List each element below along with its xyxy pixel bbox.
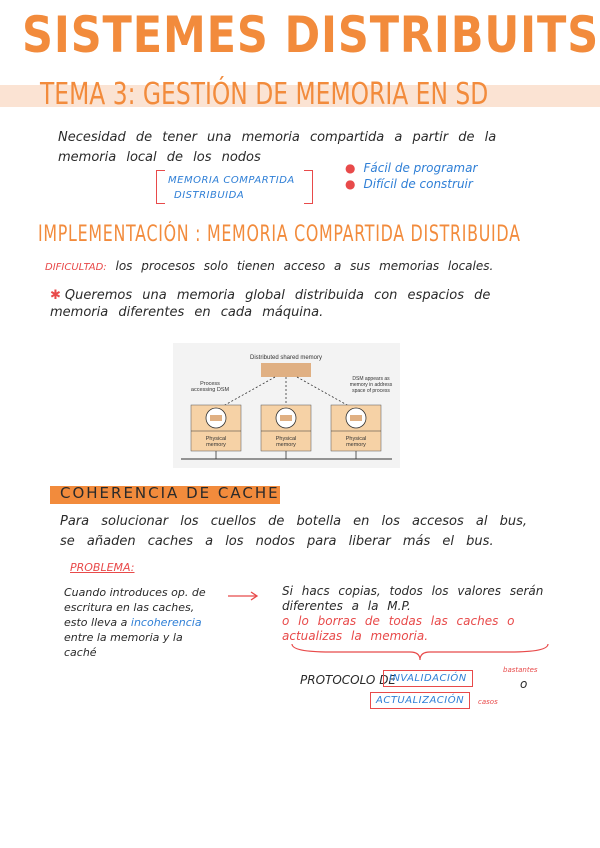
solution-description: [282, 584, 552, 644]
coherencia-text: Para solucionar los cuellos de botella en los accesos al bus, se añaden caches a los nodos para liberar más el bus.: [60, 514, 528, 549]
asterisk-icon: ✱: [50, 288, 61, 303]
list-item: ● Difícil de construir: [345, 177, 473, 191]
protocol-invalidacion: INVALIDACIÓN: [383, 670, 473, 687]
dsm-term: [168, 173, 308, 203]
svg-text:Physicalmemory: Physical memory: [345, 436, 367, 448]
pros-cons-list: [345, 160, 477, 192]
list-item: ● Fácil de programar: [345, 161, 478, 175]
protocol-actualizacion: ACTUALIZACIÓN: [370, 692, 470, 709]
difficulty-line: [45, 259, 493, 273]
left-bracket: [156, 170, 165, 204]
problema-label: PROBLEMA:: [70, 561, 135, 574]
section-heading-coherencia: COHERENCIA DE CACHE: [60, 484, 280, 502]
note-bastantes: bastantes: [503, 666, 538, 674]
page-title: SISTEMES DISTRIBUITS: [22, 6, 600, 64]
note-casos: casos: [478, 698, 498, 706]
difficulty-text: los procesos solo tienen acceso a sus memorias locales.: [115, 259, 494, 273]
solution-line-1: Si hacs copias, todos los valores serán diferentes a la M.P.: [282, 584, 544, 613]
difficulty-label: DIFICULTAD:: [45, 262, 107, 273]
section-heading-implementacion: IMPLEMENTACIÓN : MEMORIA COMPARTIDA DISTRIBUIDA: [38, 222, 521, 247]
protocolo-label: PROTOCOLO DE: [300, 673, 397, 687]
intro-text: Necesidad de tener una memoria compartida a partir de la memoria local de los nodos: [58, 130, 497, 165]
incoherencia-term: incoherencia: [130, 616, 202, 629]
arrow-right-icon: [226, 589, 260, 603]
dsm-diagram-svg: [173, 343, 400, 468]
or-text: o: [520, 677, 528, 691]
dsm-diagram: [173, 343, 400, 468]
node-center: [261, 405, 311, 451]
shared-memory-box: [261, 363, 311, 377]
right-note: DSM appears as memory in address space of process: [349, 376, 393, 394]
left-note: Process accessing DSM: [190, 381, 230, 393]
problem-description: Cuando introduces op. de escritura en las caches, esto lleva a incoherencia entre la memoria y la caché: [64, 586, 206, 659]
svg-text:Physicalmemory: Physical memory: [275, 436, 297, 448]
dsm-term-line2: DISTRIBUIDA: [174, 190, 245, 201]
svg-text:Physicalmemory: Physical memory: [205, 436, 227, 448]
node-left: [191, 405, 241, 451]
brace-icon: [290, 640, 550, 664]
dsm-term-line1: MEMORIA COMPARTIDA: [168, 175, 295, 186]
bullet-icon: ●: [345, 161, 356, 175]
diagram-title: Distributed shared memory: [249, 355, 323, 361]
bullet-icon: ●: [345, 177, 356, 191]
solution-line-2: o lo borras de todas las caches o actualizas la memoria.: [282, 614, 515, 643]
page-subtitle: TEMA 3: GESTIÓN DE MEMORIA EN SD: [40, 77, 489, 112]
wish-text: ✱ Queremos una memoria global distribuida con espacios de memoria diferentes en cada máquina.: [50, 288, 491, 320]
node-right: [331, 405, 381, 451]
